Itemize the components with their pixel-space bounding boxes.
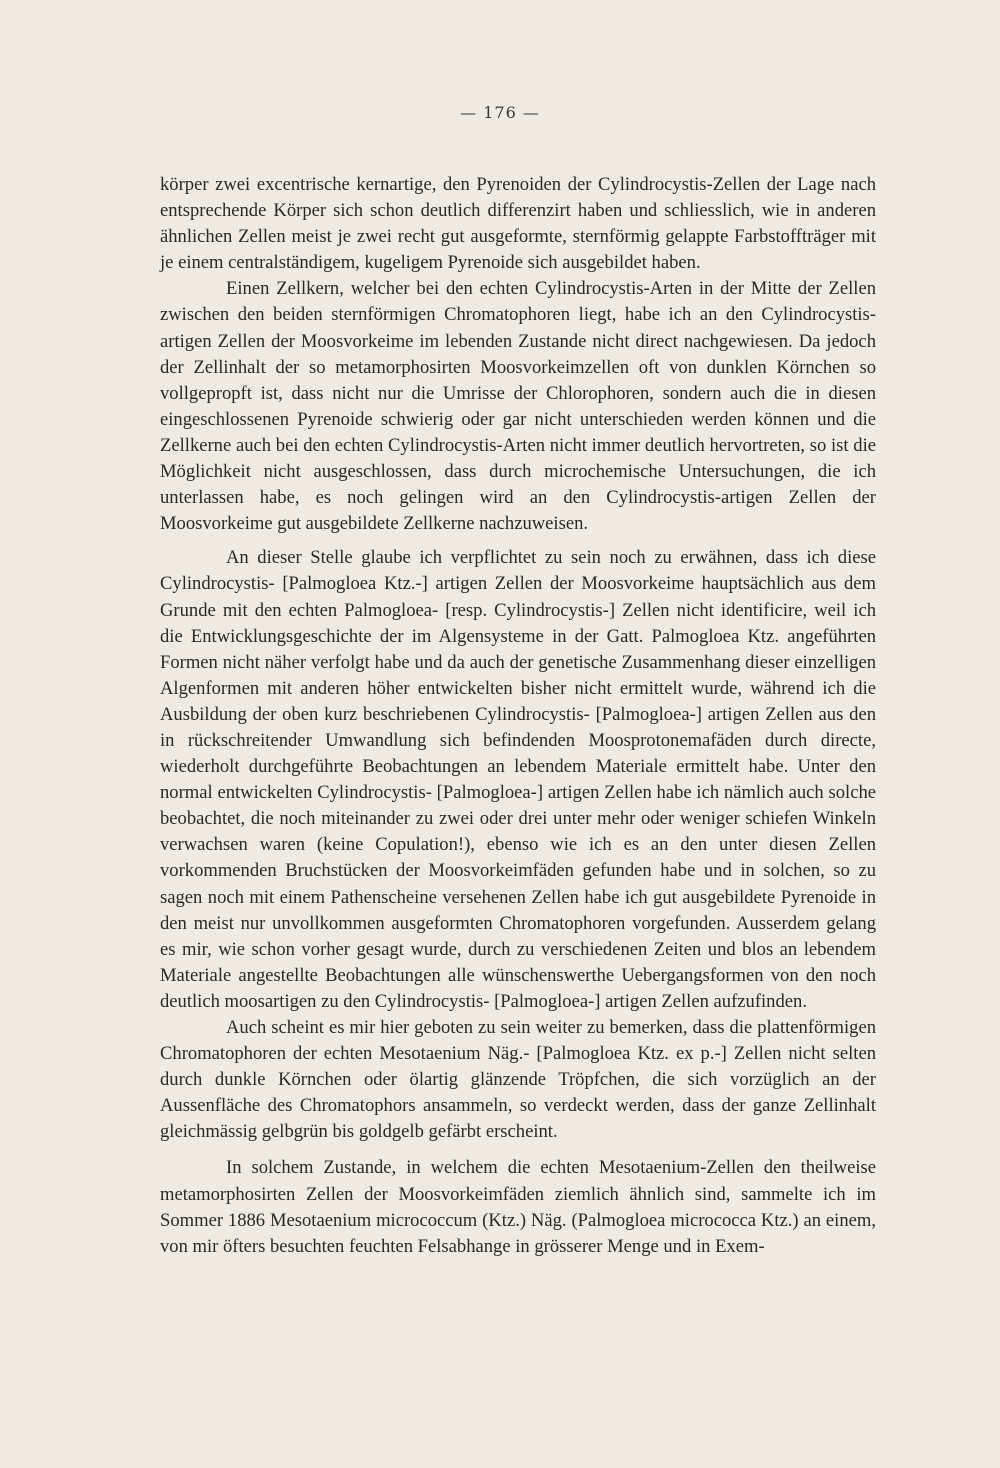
paragraph: Auch scheint es mir hier geboten zu sein weiter zu bemerken, dass die plattenförmigen Chromatophoren der echten Mesotaenium Näg.- [Palmogloea Ktz. ex p.-] Zellen nicht selten durch dunkle Körnchen oder ölartig glänzende Tröpfchen, die sich vorzüglich an der Aussenfläche des Chromatophors ansammeln, so verdeckt werden, dass der ganze Zellinhalt gleichmässig gelbgrün bis goldgelb gefärbt erscheint.	[160, 1017, 876, 1143]
paragraph: Einen Zellkern, welcher bei den echten Cylindrocystis-Arten in der Mitte der Zellen zwischen den beiden sternförmigen Chromatophoren liegt, habe ich an den Cylindrocystis-artigen Zellen der Moosvorkeime im lebenden Zustande nicht direct nachgewiesen. Da jedoch der Zellinhalt der so metamorphosirten Moosvorkeimzellen oft von dunklen Körnchen so vollgepropft ist, dass nicht nur die Umrisse der Chlorophoren, sondern auch die in diesen eingeschlossenen Pyrenoide schwierig oder gar nicht unterschieden werden können und die Zellkerne auch bei den echten Cylindrocystis-Arten nicht immer deutlich hervortreten, so ist die Möglichkeit nicht ausgeschlossen, dass durch microchemische Untersuchungen, die ich unterlassen habe, es noch gelingen wird an den Cylindrocystis-artigen Zellen der Moosvorkeime gut ausgebildete Zellkerne nachzuweisen.	[160, 278, 876, 535]
page-number: — 176 —	[460, 103, 540, 122]
paragraph: An dieser Stelle glaube ich verpflichtet zu sein noch zu erwähnen, dass ich diese Cylindrocystis- [Palmogloea Ktz.-] artigen Zellen der Moosvorkeime hauptsächlich aus dem Grunde mit den echten Palmogloea- [resp. Cylindrocystis-] Zellen nicht identificire, weil ich die Entwicklungsgeschichte der im Algensysteme in der Gatt. Palmogloea Ktz. angeführten Formen nicht näher verfolgt habe und da auch der genetische Zusammenhang dieser einzelligen Algenformen mit anderen höher entwickelten bisher nicht ermittelt wurde, während ich die Ausbildung der oben kurz beschriebenen Cylindrocystis- [Palmogloea-] artigen Zellen aus den in rückschreitender Umwandlung sich befindenden Moosprotonemafäden durch directe, wiederholt durchgeführte Beobachtungen an lebendem Materiale ermittelt habe. Unter den normal entwickelten Cylindrocystis- [Palmogloea-] artigen Zellen habe ich nämlich auch solche beobachtet, die noch miteinander zu zwei oder drei unter mehr oder weniger schiefen Winkeln verwachsen waren (keine Copulation!), ebenso wie ich es an den unter diesen Zellen vorkommenden Bruchstücken der Moosvorkeimfäden gefunden habe und in solchen, so zu sagen noch mit einem Pathenscheine versehenen Zellen habe ich gut ausgebildete Pyrenoide in den meist nur unvollkommen ausgeformten Chromatophoren vorgefunden. Ausserdem gelang es mir, wie schon vorher gesagt wurde, durch zu verschiedenen Zeiten und blos an lebendem Materiale angestellte Beobachtungen alle wünschenswerthe Uebergangsformen von den noch deutlich moosartigen zu den Cylindrocystis- [Palmogloea-] artigen Zellen aufzufinden.	[160, 547, 876, 1012]
body-text	[160, 172, 876, 1260]
paragraph: körper zwei excentrische kernartige, den Pyrenoiden der Cylindrocystis-Zellen der Lage nach entsprechende Körper sich schon deutlich differenzirt haben und schliesslich, wie in anderen ähnlichen Zellen meist je zwei recht gut ausgeformte, sternförmig gelappte Farbstoffträger mit je einem centralständigem, kugeligem Pyrenoide sich ausgebildet haben.	[160, 174, 876, 274]
paragraph: In solchem Zustande, in welchem die echten Mesotaenium-Zellen den theilweise metamorphosirten Zellen der Moosvorkeimfäden ziemlich ähnlich sind, sammelte ich im Sommer 1886 Mesotaenium micrococcum (Ktz.) Näg. (Palmogloea micrococca Ktz.) an einem, von mir öfters besuchten feuchten Felsabhange in grösserer Menge und in Exem-	[160, 1157, 876, 1257]
